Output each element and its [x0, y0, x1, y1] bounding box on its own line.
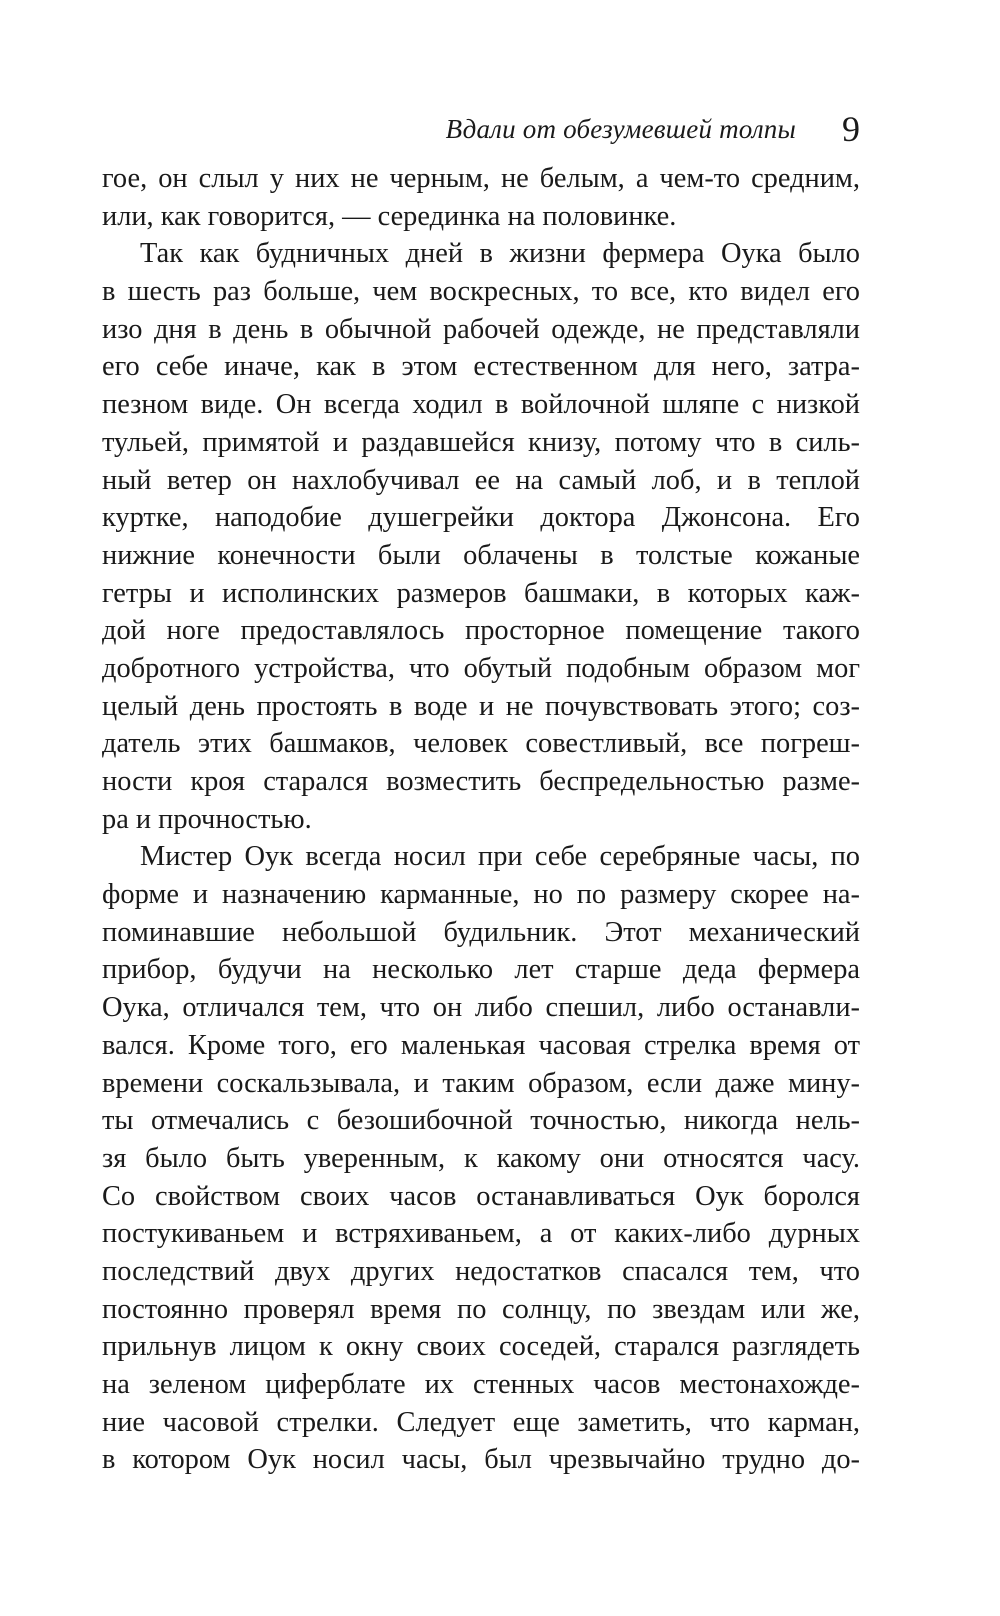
text-line: постукиваньем и встряхиваньем, а от каких-либо дурных [102, 1218, 860, 1250]
text-line: времени соскальзывала, и таким образом, если даже мину- [102, 1067, 860, 1099]
text-line: Со свойством своих часов останавливаться Оук боролся [102, 1180, 860, 1212]
text-line: его себе иначе, как в этом естественном для него, затра- [102, 351, 860, 383]
text-line: в шесть раз больше, чем воскресных, то все, кто видел его [102, 276, 860, 308]
text-line: ние часовой стрелки. Следует еще заметить, что карман, [102, 1406, 860, 1438]
text-line: гое, он слыл у них не черным, не белым, а чем-то средним, [102, 163, 860, 194]
text-line: дой ноге предоставлялось просторное помещение такого [102, 615, 860, 647]
text-line: ный ветер он нахлобучивал ее на самый лоб, и в теплой [102, 464, 860, 496]
text-line: ра и прочностью. [102, 803, 312, 835]
text-line: на зеленом циферблате их стенных часов местонахожде- [102, 1369, 860, 1400]
page-number: 9 [842, 109, 860, 149]
text-line: последствий двух других недостатков спасался тем, что [102, 1255, 860, 1287]
text-line: нижние конечности были облачены в толстые кожаные [102, 539, 860, 571]
body-text [102, 160, 860, 1479]
paragraph-first-line: Мистер Оук всегда носил при себе серебряные часы, по [140, 841, 860, 873]
text-line: зя было быть уверенным, к какому они относятся часу. [102, 1142, 860, 1174]
text-line: тульей, примятой и раздавшейся книзу, потому что в силь- [102, 426, 860, 458]
running-title: Вдали от обезумевшей толпы [445, 114, 796, 144]
text-line: поминавшие небольшой будильник. Этот механический [102, 916, 860, 948]
text-line: изо дня в день в обычной рабочей одежде, не представляли [102, 313, 860, 345]
paragraph-first-line: Так как будничных дней в жизни фермера Оука было [140, 238, 860, 270]
text-line: прибор, будучи на несколько лет старше деда фермера [102, 954, 860, 986]
text-line: датель этих башмаков, человек совестливый, все погреш- [102, 728, 860, 760]
text-line: или, как говорится, — серединка на половинке. [102, 200, 677, 232]
text-line: добротного устройства, что обутый подобным образом мог [102, 652, 860, 684]
text-line: прильнув лицом к окну своих соседей, старался разглядеть [102, 1331, 860, 1363]
text-line: куртке, наподобие душегрейки доктора Джонсона. Его [102, 502, 860, 534]
text-line: вался. Кроме того, его маленькая часовая стрелка время от [102, 1029, 860, 1061]
text-line: в котором Оук носил часы, был чрезвычайно трудно до- [102, 1444, 860, 1476]
text-line: ты отмечались с безошибочной точностью, никогда нель- [102, 1105, 860, 1137]
text-line: гетры и исполинских размеров башмаки, в которых каж- [102, 577, 860, 609]
text-line: форме и назначению карманные, но по размеру скорее на- [102, 879, 860, 911]
running-head [102, 108, 860, 152]
text-line: ности кроя старался возместить беспредельностью разме- [102, 766, 860, 797]
text-line: целый день простоять в воде и не почувствовать этого; соз- [102, 690, 860, 722]
text-line: пезном виде. Он всегда ходил в войлочной шляпе с низкой [102, 389, 860, 421]
text-line: Оука, отличался тем, что он либо спешил, либо останавли- [102, 992, 860, 1024]
text-line: постоянно проверял время по солнцу, по звездам или же, [102, 1293, 860, 1325]
